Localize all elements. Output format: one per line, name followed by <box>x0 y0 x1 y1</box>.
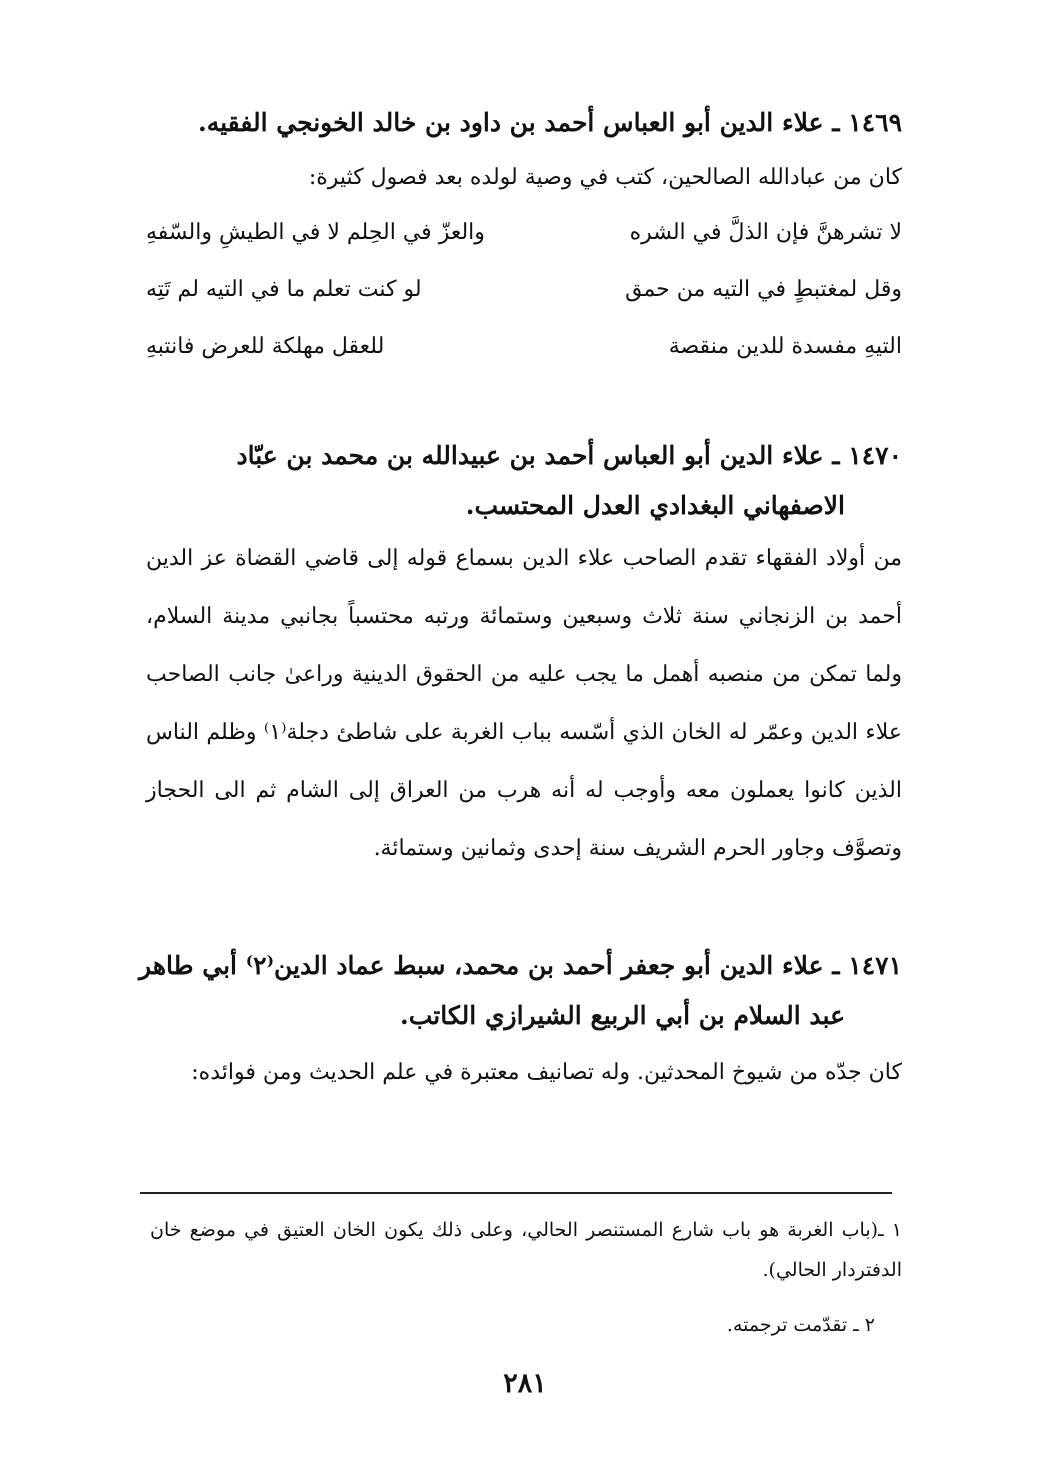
entry-1469-intro: كان من عبادالله الصالحين، كتب في وصية لولده بعد فصول كثيرة: <box>308 165 902 190</box>
verse-hemistich-second: للعقل مهلكة للعرض فانتبهِ <box>146 334 385 359</box>
entry-1471-heading-line2: عبد السلام بن أبي الربيع الشيرازي الكاتب. <box>400 1001 845 1030</box>
entry-1471-heading-line1: ١٤٧١ ـ علاء الدين أبو جعفر أحمد بن محمد، سبط عماد الدين⁽٢⁾ أبي طاهر <box>139 951 902 980</box>
entry-1470-heading-line2: الاصفهاني البغدادي العدل المحتسب. <box>465 491 845 520</box>
verse-hemistich-second: لو كنت تعلم ما في التيه لم تَتِه <box>146 277 422 302</box>
footnote-2: ٢ ـ تقدّمت ترجمته. <box>726 1314 875 1336</box>
entry-1470-heading-line1: ١٤٧٠ ـ علاء الدين أبو العباس أحمد بن عبيدالله بن محمد بن عبّاد <box>236 441 902 470</box>
verse-line <box>146 262 902 318</box>
entry-1469-heading: ١٤٦٩ ـ علاء الدين أبو العباس أحمد بن داود بن خالد الخونجي الفقيه. <box>198 108 902 137</box>
verse-hemistich-first: التيهِ مفسدة للدين منقصة <box>668 334 902 359</box>
footnote-1: ١ ـ(باب الغربة هو باب شارع المستنصر الحالي، وعلى ذلك يكون الخان العتيق في موضع خان الدفتردار الحالي). <box>150 1219 902 1281</box>
entry-1470-body: من أولاد الفقهاء تقدم الصاحب علاء الدين بسماع قوله إلى قاضي القضاة عز الدين أحمد بن الزنجاني سنة ثلاث وسبعين وستمائة ورتبه محتسباً بجانبي مدينة السلام، ولما تمكن من منصبه أهمل ما يجب عليه من الحقوق الدينية وراعىٰ جانب الصاحب علاء الدين وعمّر له الخان الذي أسّسه بباب الغربة على شاطئ دجلة⁽١⁾ وظلم الناس الذين كانوا يعملون معه وأوجب له أنه هرب من العراق إلى الشام ثم الى الحجاز وتصوَّف وجاور الحرم الشريف سنة إحدى وثمانين وستمائة. <box>146 546 903 861</box>
page-number: ٢٨١ <box>503 1368 547 1399</box>
verse-hemistich-second: والعزّ في الحِلم لا في الطيشِ والسّفهِ <box>146 220 485 245</box>
verse-hemistich-first: وقل لمغتبطٍ في التيه من حمق <box>625 277 902 302</box>
verse-line <box>146 319 902 375</box>
entry-1471-body: كان جدّه من شيوخ المحدثين. وله تصانيف معتبرة في علم الحديث ومن فوائده: <box>191 1060 902 1085</box>
verse-line <box>146 205 902 261</box>
verse-hemistich-first: لا تشرهنَّ فإن الذلَّ في الشره <box>629 220 902 245</box>
footnote-separator <box>140 1192 892 1194</box>
